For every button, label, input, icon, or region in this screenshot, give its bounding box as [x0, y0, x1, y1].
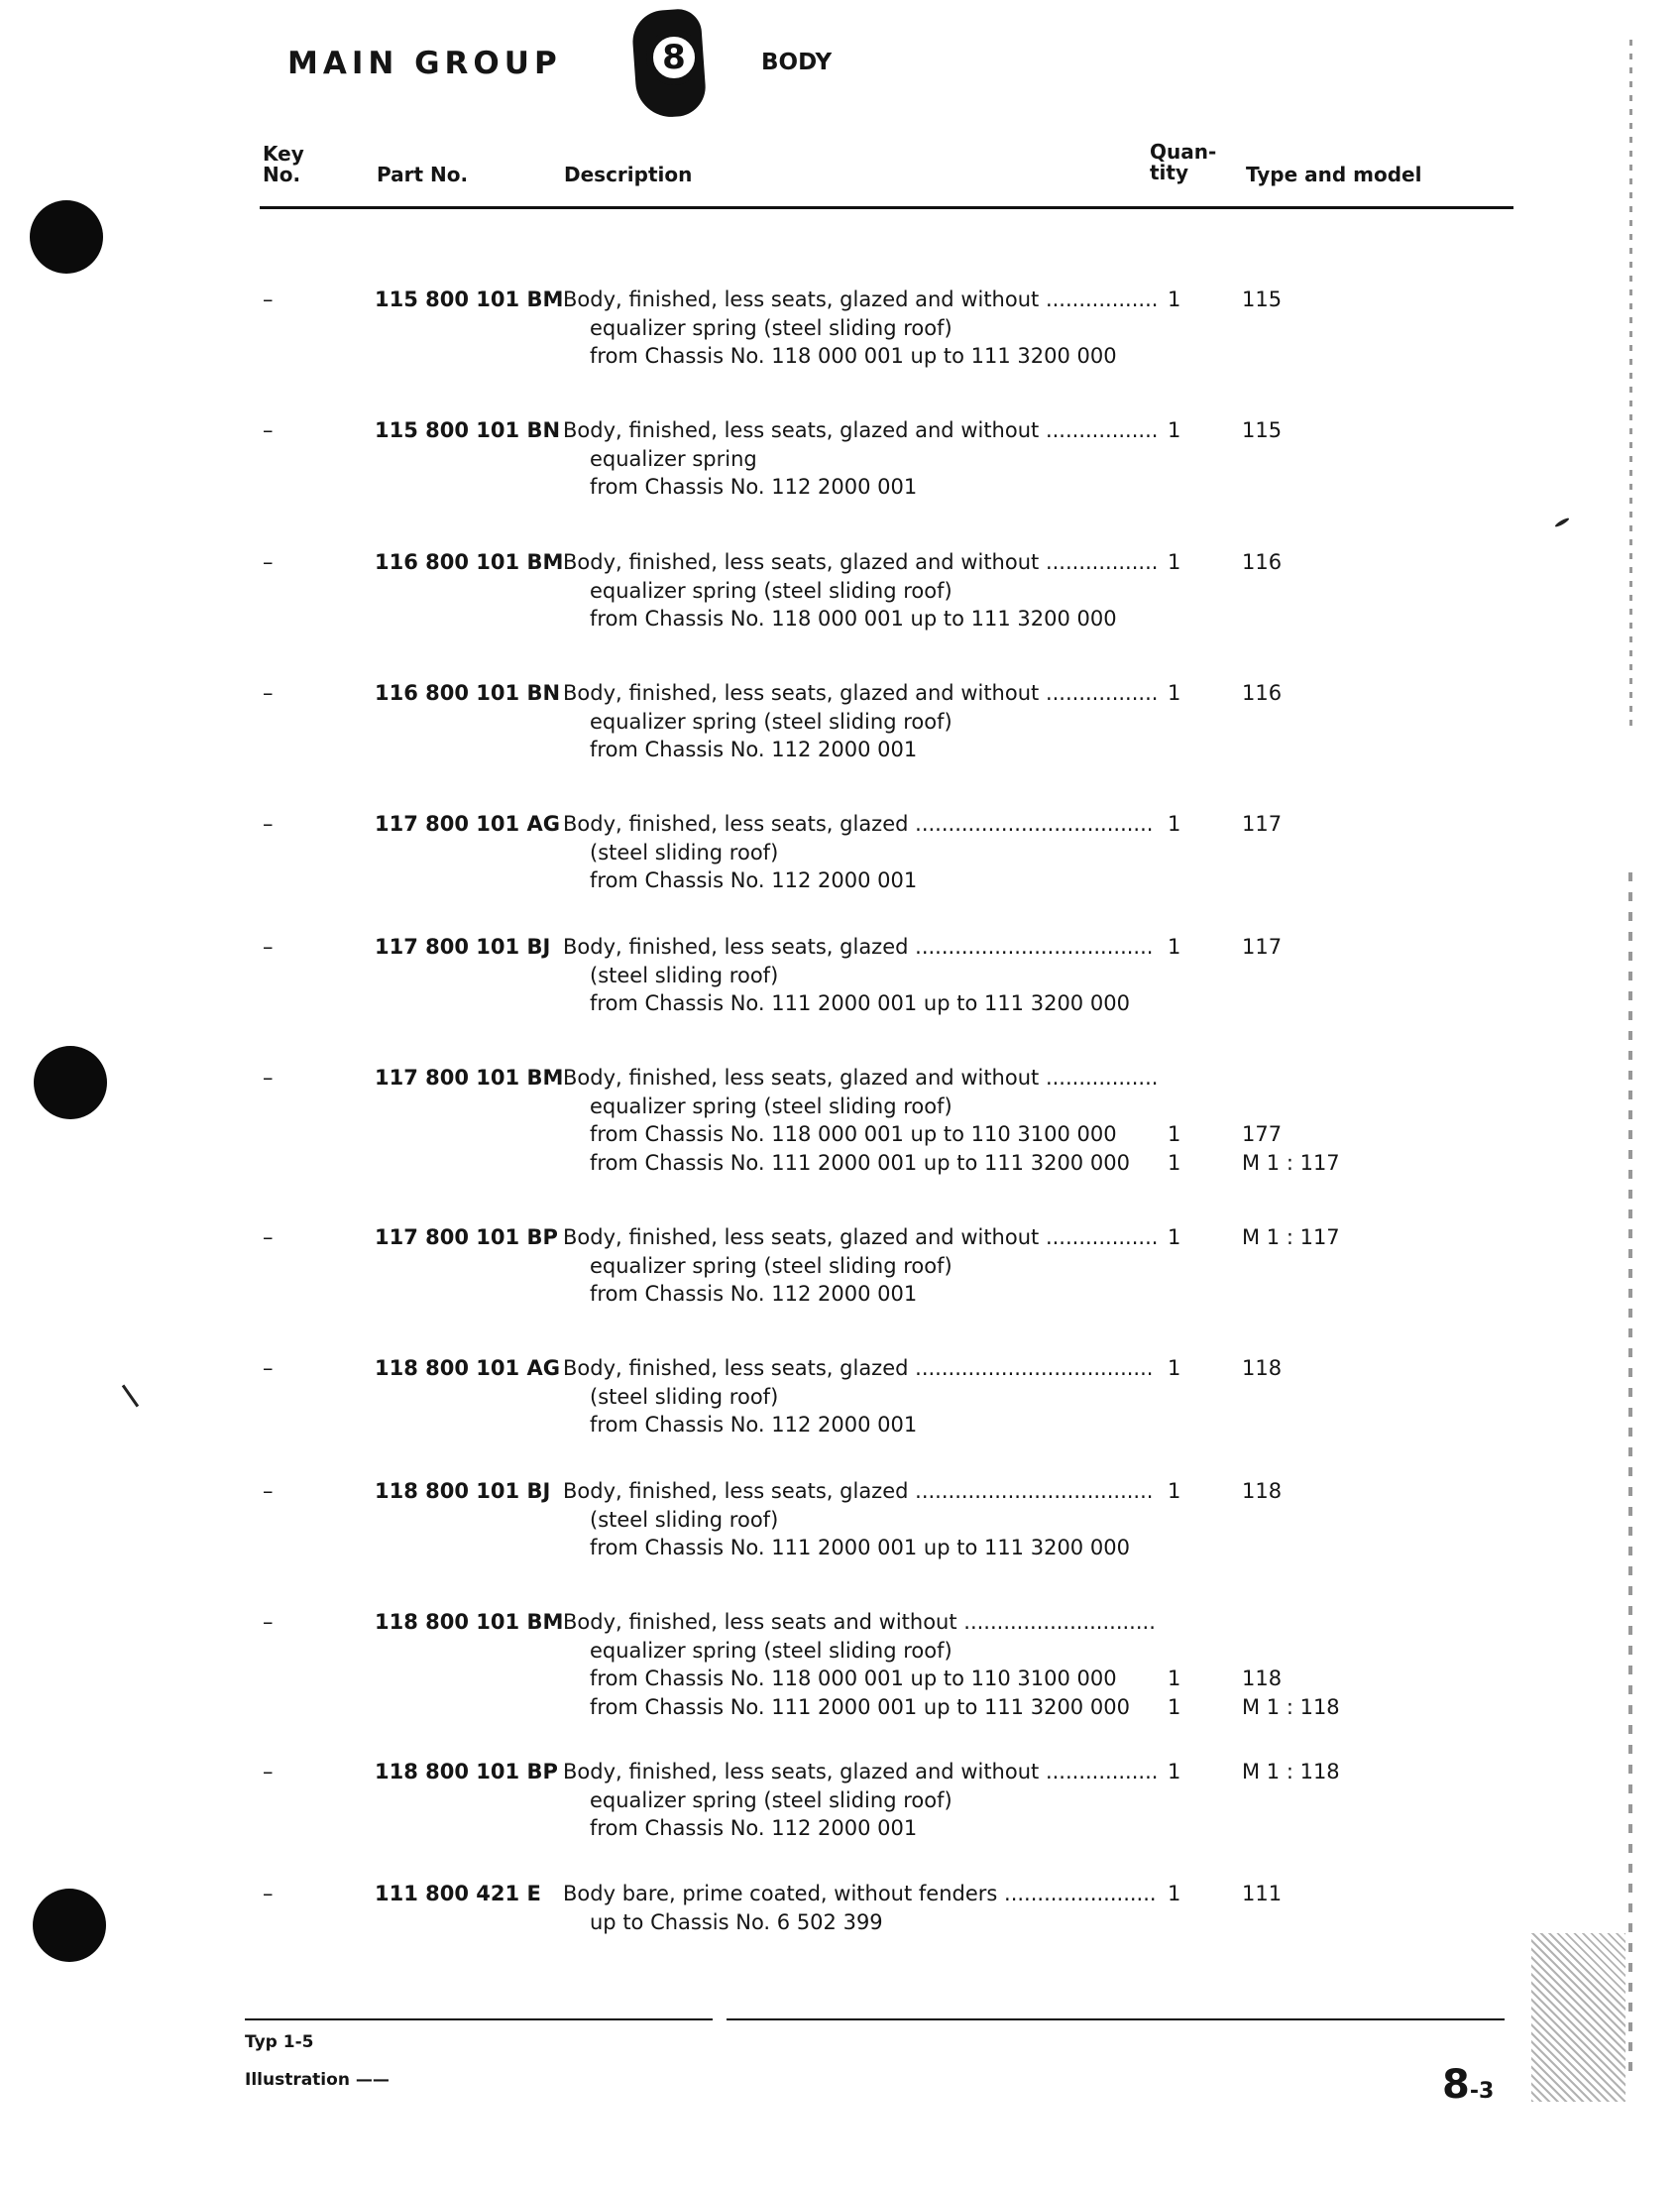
description-line: from Chassis No. 112 2000 001 — [590, 475, 918, 499]
binder-hole-bottom — [33, 1889, 106, 1962]
description-line: from Chassis No. 111 2000 001 up to 111 3200 000 — [590, 991, 1130, 1015]
key-no-cell: – — [263, 418, 274, 442]
header-rule — [260, 206, 1513, 209]
type-model-cell — [1242, 1223, 1340, 1252]
footer-typ: Typ 1-5 — [245, 2032, 314, 2052]
description-line: from Chassis No. 111 2000 001 up to 111 3200 000 — [590, 1150, 1130, 1175]
col-header-key-no: Key No. — [263, 142, 304, 186]
description-line: (steel sliding roof) — [590, 963, 779, 987]
quantity-cell — [1168, 1477, 1180, 1506]
type-model-cell — [1242, 1354, 1282, 1383]
description-line: (steel sliding roof) — [590, 840, 779, 864]
quantity-line: 1 — [1168, 1694, 1181, 1719]
footer-rule-right — [727, 2018, 1505, 2020]
description-line: from Chassis No. 111 2000 001 up to 111 3200 000 — [590, 1536, 1130, 1559]
quantity-line: 1 — [1168, 681, 1181, 705]
type-model-cell — [1242, 1758, 1340, 1786]
page-number-main: 8 — [1442, 2062, 1470, 2108]
part-no-cell: 117 800 101 BJ — [375, 935, 551, 959]
key-no-cell: – — [263, 681, 274, 705]
col-header-type-model: Type and model — [1246, 163, 1422, 186]
description-cell — [563, 1064, 1158, 1177]
type-model-cell — [1242, 416, 1282, 445]
scan-speck — [1554, 517, 1570, 527]
type-model-cell — [1242, 548, 1282, 577]
type-model-line: 117 — [1242, 812, 1283, 836]
description-line: from Chassis No. 118 000 001 up to 110 3100 000 — [590, 1122, 1117, 1146]
col-header-description: Description — [564, 163, 693, 186]
key-no-cell: – — [263, 1225, 274, 1249]
description-cell — [563, 679, 1158, 764]
description-cell — [563, 1758, 1158, 1843]
description-line: Body, finished, less seats, glazed and without ..... — [563, 548, 1158, 577]
description-cell — [563, 1880, 1158, 1936]
description-cell — [563, 933, 1158, 1018]
description-line: Body, finished, less seats, glazed and without ..... — [563, 679, 1158, 708]
quantity-line: 1 — [1168, 1882, 1181, 1905]
quantity-line: 1 — [1168, 1667, 1181, 1690]
type-model-line: M 1 : 118 — [1242, 1694, 1340, 1719]
quantity-cell — [1168, 1064, 1180, 1177]
page-number — [1442, 2062, 1494, 2108]
description-line: from Chassis No. 112 2000 001 — [590, 738, 918, 761]
description-cell — [563, 548, 1158, 633]
description-line: Body, finished, less seats, glazed ..... — [563, 810, 1158, 839]
group-number: 8 — [646, 30, 702, 85]
quantity-line: 1 — [1168, 418, 1181, 442]
quantity-cell — [1168, 1354, 1180, 1383]
quantity-cell — [1168, 1758, 1180, 1786]
description-line: Body bare, prime coated, without fenders ..... — [563, 1880, 1158, 1908]
description-line: from Chassis No. 112 2000 001 — [590, 1413, 918, 1437]
type-model-line: M 1 : 117 — [1242, 1150, 1340, 1175]
quantity-cell — [1168, 416, 1180, 445]
quantity-line: 1 — [1168, 1225, 1181, 1249]
quantity-cell — [1168, 1880, 1180, 1908]
type-model-line: 177 — [1242, 1122, 1283, 1146]
type-model-line: 117 — [1242, 935, 1283, 959]
description-line: equalizer spring (steel sliding roof) — [590, 1787, 952, 1812]
type-model-line: 118 — [1242, 1667, 1283, 1690]
type-model-line — [1242, 1637, 1340, 1666]
key-no-cell: – — [263, 812, 274, 836]
quantity-cell — [1168, 1223, 1180, 1252]
type-model-line — [1242, 1608, 1340, 1637]
part-no-cell: 115 800 101 BN — [375, 418, 561, 442]
description-line: from Chassis No. 112 2000 001 — [590, 1282, 918, 1306]
description-cell — [563, 1223, 1158, 1309]
group-title: BODY — [761, 50, 833, 75]
part-no-cell: 117 800 101 AG — [375, 812, 560, 836]
key-no-cell: – — [263, 1479, 274, 1503]
type-model-cell — [1242, 679, 1282, 708]
key-no-cell: – — [263, 1760, 274, 1783]
description-cell — [563, 416, 1158, 502]
description-line: Body, finished, less seats, glazed and without ..... — [563, 416, 1158, 445]
key-no-cell: – — [263, 1882, 274, 1905]
part-no-cell: 111 800 421 E — [375, 1882, 541, 1905]
description-cell — [563, 1608, 1158, 1721]
scan-speck — [122, 1384, 139, 1407]
description-line: from Chassis No. 112 2000 001 — [590, 868, 918, 892]
description-line: equalizer spring (steel sliding roof) — [590, 1253, 952, 1278]
quantity-cell — [1168, 933, 1180, 962]
type-model-line: 116 — [1242, 550, 1283, 574]
description-line: equalizer spring — [590, 446, 757, 471]
type-model-cell — [1242, 933, 1282, 962]
part-no-cell: 117 800 101 BP — [375, 1225, 558, 1249]
key-no-cell: – — [263, 935, 274, 959]
scan-noise-patch — [1531, 1933, 1625, 2102]
part-no-cell: 116 800 101 BM — [375, 550, 564, 574]
type-model-line: 115 — [1242, 288, 1283, 311]
quantity-line — [1168, 1608, 1180, 1637]
quantity-cell — [1168, 1608, 1180, 1721]
type-model-cell — [1242, 1477, 1282, 1506]
quantity-line: 1 — [1168, 1356, 1181, 1380]
scan-edge-mark — [1628, 872, 1632, 2082]
key-no-cell: – — [263, 1066, 274, 1090]
description-line: Body, finished, less seats, glazed and without ..... — [563, 1223, 1158, 1252]
quantity-line: 1 — [1168, 288, 1181, 311]
key-no-cell: – — [263, 550, 274, 574]
description-line: equalizer spring (steel sliding roof) — [590, 709, 952, 734]
type-model-line: M 1 : 118 — [1242, 1760, 1340, 1783]
main-group-label: MAIN GROUP — [287, 46, 562, 81]
description-line: from Chassis No. 118 000 001 up to 111 3200 000 — [590, 607, 1117, 631]
description-cell — [563, 1477, 1158, 1562]
description-line: equalizer spring (steel sliding roof) — [590, 315, 952, 340]
quantity-line — [1168, 1093, 1180, 1121]
part-no-cell: 118 800 101 BM — [375, 1610, 564, 1634]
type-model-line: 118 — [1242, 1479, 1283, 1503]
type-model-cell — [1242, 1608, 1340, 1721]
description-line: Body, finished, less seats and without ..... — [563, 1608, 1158, 1637]
quantity-line — [1168, 1637, 1180, 1666]
description-line: from Chassis No. 118 000 001 up to 111 3200 000 — [590, 344, 1117, 368]
description-line: Body, finished, less seats, glazed and without ..... — [563, 1758, 1158, 1786]
description-line: Body, finished, less seats, glazed ..... — [563, 1477, 1158, 1506]
quantity-line: 1 — [1168, 935, 1181, 959]
binder-hole-top — [30, 200, 103, 274]
col-header-quantity: Quan- tity — [1150, 140, 1217, 184]
scan-edge-mark — [1629, 40, 1632, 734]
description-line: (steel sliding roof) — [590, 1384, 779, 1409]
quantity-line: 1 — [1168, 1760, 1181, 1783]
quantity-line: 1 — [1168, 1122, 1181, 1146]
type-model-line: 115 — [1242, 418, 1283, 442]
col-header-part-no: Part No. — [377, 163, 469, 186]
part-no-cell: 115 800 101 BM — [375, 288, 564, 311]
description-line: equalizer spring (steel sliding roof) — [590, 578, 952, 603]
description-line: (steel sliding roof) — [590, 1507, 779, 1532]
quantity-cell — [1168, 679, 1180, 708]
footer-rule-left — [245, 2018, 713, 2020]
type-model-cell — [1242, 1064, 1340, 1177]
description-line: from Chassis No. 118 000 001 up to 110 3100 000 — [590, 1667, 1117, 1690]
part-no-cell: 118 800 101 BP — [375, 1760, 558, 1783]
type-model-line: 111 — [1242, 1882, 1283, 1905]
description-line: equalizer spring (steel sliding roof) — [590, 1638, 952, 1663]
type-model-line — [1242, 1064, 1340, 1093]
type-model-cell — [1242, 1880, 1282, 1908]
type-model-line: 116 — [1242, 681, 1283, 705]
part-no-cell: 117 800 101 BM — [375, 1066, 564, 1090]
binder-hole-middle — [34, 1046, 107, 1119]
description-cell — [563, 810, 1158, 895]
quantity-line: 1 — [1168, 550, 1181, 574]
part-no-cell: 118 800 101 AG — [375, 1356, 560, 1380]
part-no-cell: 116 800 101 BN — [375, 681, 561, 705]
type-model-line: 118 — [1242, 1356, 1283, 1380]
quantity-cell — [1168, 810, 1180, 839]
description-line: Body, finished, less seats, glazed ..... — [563, 933, 1158, 962]
description-line: Body, finished, less seats, glazed and without ..... — [563, 286, 1158, 314]
page-number-sub: -3 — [1469, 2079, 1495, 2104]
footer-illustration: Illustration —— — [245, 2070, 390, 2090]
quantity-cell — [1168, 286, 1180, 314]
description-cell — [563, 286, 1158, 371]
quantity-line: 1 — [1168, 1150, 1181, 1175]
type-model-cell — [1242, 810, 1282, 839]
description-line: from Chassis No. 112 2000 001 — [590, 1816, 918, 1840]
description-cell — [563, 1354, 1158, 1439]
key-no-cell: – — [263, 1610, 274, 1634]
description-line: Body, finished, less seats, glazed ..... — [563, 1354, 1158, 1383]
type-model-cell — [1242, 286, 1282, 314]
quantity-line: 1 — [1168, 1479, 1181, 1503]
quantity-line: 1 — [1168, 812, 1181, 836]
key-no-cell: – — [263, 1356, 274, 1380]
part-no-cell: 118 800 101 BJ — [375, 1479, 551, 1503]
key-no-cell: – — [263, 288, 274, 311]
type-model-line — [1242, 1093, 1340, 1121]
type-model-line: M 1 : 117 — [1242, 1225, 1340, 1249]
quantity-line — [1168, 1064, 1180, 1093]
description-line: up to Chassis No. 6 502 399 — [590, 1909, 883, 1934]
description-line: Body, finished, less seats, glazed and without ..... — [563, 1064, 1158, 1093]
description-line: from Chassis No. 111 2000 001 up to 111 3200 000 — [590, 1694, 1130, 1719]
description-line: equalizer spring (steel sliding roof) — [590, 1093, 952, 1118]
quantity-cell — [1168, 548, 1180, 577]
